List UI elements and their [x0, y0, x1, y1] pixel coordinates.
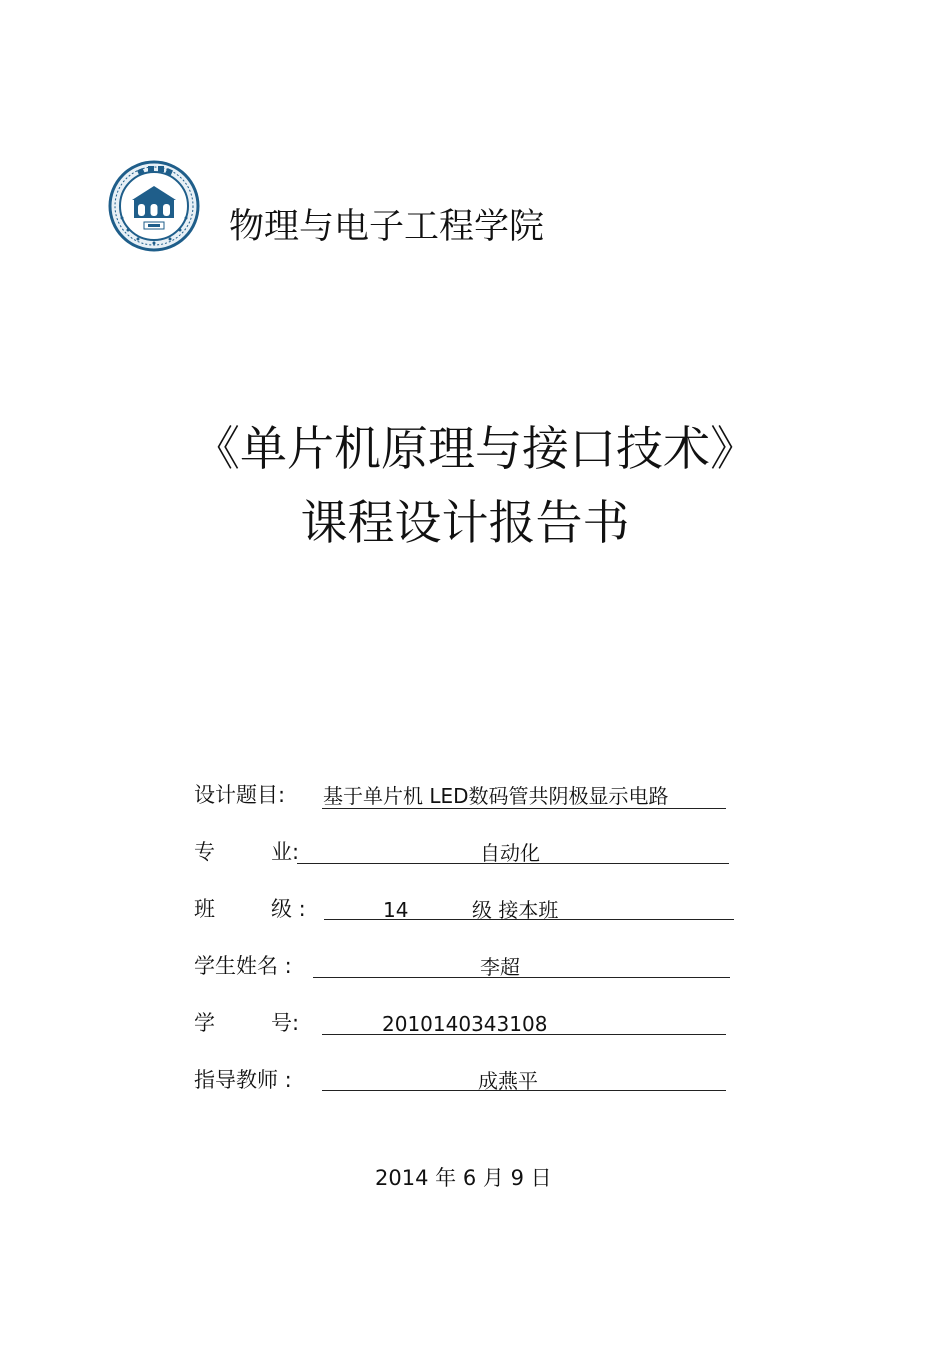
report-date [375, 1163, 552, 1193]
student-id-underline [322, 1034, 726, 1035]
major-label-a: 专 [194, 840, 215, 864]
topic-underline [322, 808, 726, 809]
student-id-value: 2010140343108 [382, 1012, 548, 1036]
date-day-unit: 日 [530, 1166, 552, 1190]
date-day: 9 [510, 1166, 524, 1190]
student-name-underline [313, 977, 730, 978]
topic-label: 设计题目: [194, 783, 286, 807]
student-id-label-a: 学 [194, 1011, 215, 1035]
advisor-underline [322, 1090, 726, 1091]
advisor-label: 指导教师 : [194, 1068, 292, 1092]
class-label-a: 班 [194, 897, 215, 921]
date-year: 2014 [375, 1166, 429, 1190]
date-month-unit: 月 [482, 1166, 504, 1190]
college-name: 物理与电子工程学院 [229, 207, 545, 247]
university-seal-icon [108, 160, 200, 252]
class-label-b: 级 : [271, 897, 306, 921]
major-underline [297, 863, 729, 864]
student-id-label-b: 号: [271, 1011, 300, 1035]
date-month: 6 [462, 1166, 477, 1190]
student-name-value: 李超 [480, 955, 520, 979]
date-year-unit: 年 [435, 1166, 457, 1190]
report-title: 课程设计报告书 [300, 496, 630, 551]
student-name-label: 学生姓名 : [194, 954, 292, 978]
course-title: 《单片机原理与接口技术》 [193, 422, 757, 477]
class-value-number: 14 [383, 898, 409, 922]
advisor-value: 成燕平 [478, 1069, 538, 1093]
major-label-b: 业: [271, 840, 300, 864]
class-underline [324, 919, 734, 920]
topic-value: 基于单片机 LED数码管共阴极显示电路 [323, 784, 669, 808]
major-value: 自动化 [480, 841, 540, 865]
class-value-text: 级 接本班 [472, 898, 559, 922]
